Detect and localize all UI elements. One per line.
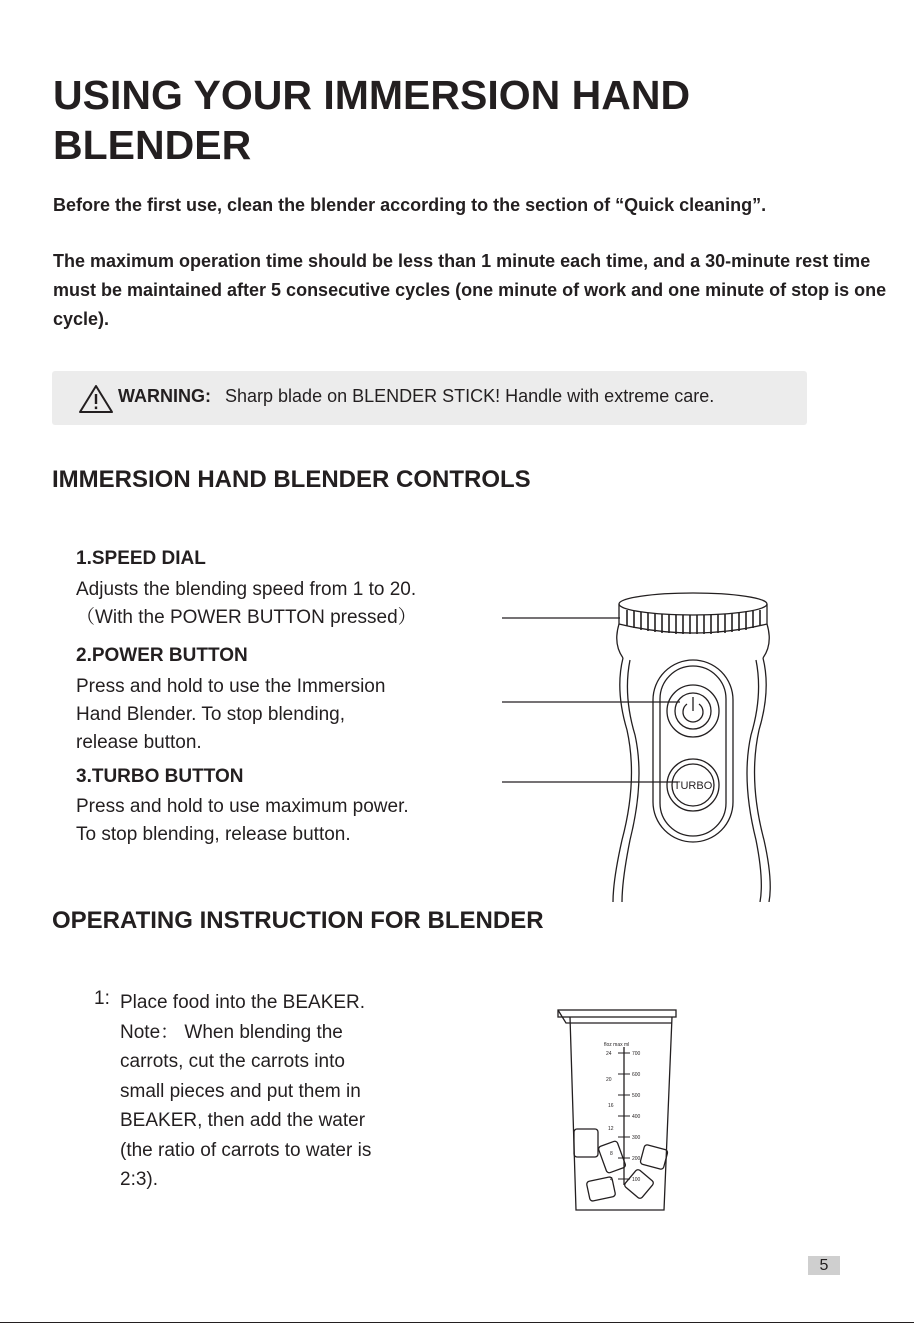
warning-triangle-icon <box>78 384 114 414</box>
ml-mark: 500 <box>632 1093 641 1099</box>
warning-label: WARNING: <box>118 386 211 406</box>
speed-dial-title: 1.SPEED DIAL <box>76 548 206 569</box>
warning-text: Sharp blade on BLENDER STICK! Handle with extreme care. <box>225 386 715 406</box>
ml-mark: 400 <box>632 1114 641 1120</box>
blender-illustration <box>495 580 785 902</box>
cleaning-note: Before the first use, clean the blender according to the section of “Quick cleaning”. <box>53 195 767 215</box>
turbo-button-description: Press and hold to use maximum power. To stop blending, release button. <box>76 796 409 845</box>
beaker-scale-header: floz max ml <box>604 1042 630 1048</box>
bottom-rule <box>0 1322 914 1323</box>
dial-ribs <box>627 610 760 634</box>
ml-mark: 100 <box>632 1177 641 1183</box>
operating-heading: OPERATING INSTRUCTION FOR BLENDER <box>52 907 544 934</box>
step-number: 1: <box>94 988 110 1009</box>
speed-dial-description: Adjusts the blending speed from 1 to 20. （With the POWER BUTTON pressed） <box>76 579 417 628</box>
operation-time-note: The maximum operation time should be less than 1 minute each time, and a 30-minute rest time must be maintained after 5 consecutive cycles (one minute of work and one minute of stop is one cycle). <box>53 251 887 329</box>
ml-mark: 700 <box>632 1051 641 1057</box>
controls-heading: IMMERSION HAND BLENDER CONTROLS <box>52 466 531 493</box>
oz-mark: 8 <box>610 1151 613 1157</box>
oz-mark: 20 <box>606 1077 612 1083</box>
beaker-illustration <box>552 1005 682 1220</box>
ml-mark: 200 <box>632 1156 641 1162</box>
step-text: Place food into the BEAKER. Note： When blending the carrots, cut the carrots into small pieces and put them in BEAKER, then add the water (the ratio of carrots to water is 2:3). <box>120 992 372 1190</box>
turbo-label: TURBO <box>673 780 713 792</box>
page-number: 5 <box>808 1256 840 1275</box>
power-button-description: Press and hold to use the Immersion Hand Blender. To stop blending, release button. <box>76 676 386 753</box>
oz-mark: 24 <box>606 1051 612 1057</box>
power-button-title: 2.POWER BUTTON <box>76 645 248 666</box>
oz-mark: 16 <box>608 1103 614 1109</box>
oz-mark: 12 <box>608 1126 614 1132</box>
ml-mark: 300 <box>632 1135 641 1141</box>
page-title: USING YOUR IMMERSION HAND BLENDER <box>53 72 691 168</box>
oz-mark: 4 <box>610 1177 613 1183</box>
turbo-button-title: 3.TURBO BUTTON <box>76 766 244 787</box>
ml-mark: 600 <box>632 1072 641 1078</box>
